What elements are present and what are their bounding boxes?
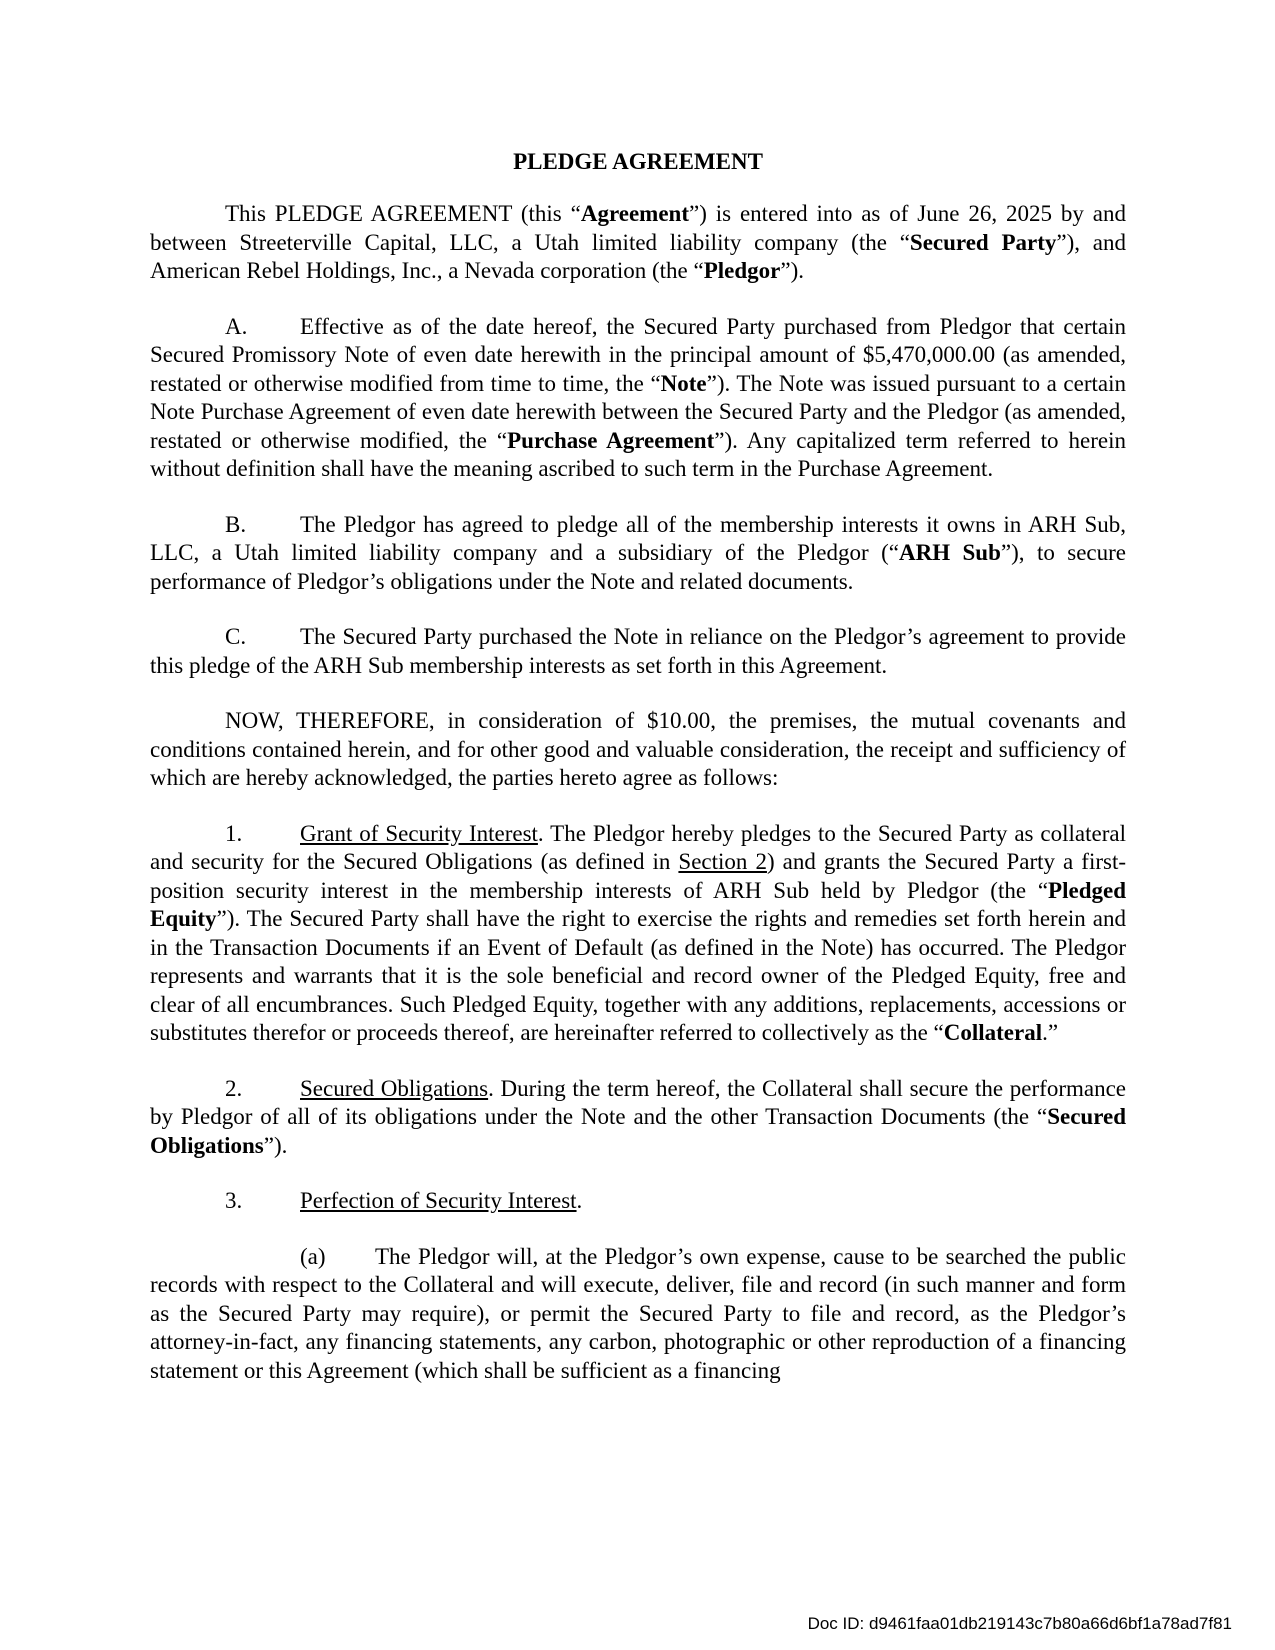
defined-term-pledged-equity: Pledged Equity (150, 877, 1126, 931)
section-2-text-1: . During the term hereof, the Collateral shall secure the performance by Pledgor of all of its obligations under the Note and the other Transaction Documents (the “ (150, 1075, 1126, 1129)
section-2 (150, 1075, 1126, 1161)
document-body (150, 148, 1126, 1412)
recital-c-text: The Secured Party purchased the Note in reliance on the Pledgor’s agreement to provide this pledge of the ARH Sub membership interests as set forth in this Agreement. (150, 624, 1126, 678)
section-1-text-4: .” (1042, 1020, 1059, 1045)
intro-text-2: ”) is entered into as of June 26, 2025 by and between Streeterville Capital, LLC, a Utah limited liability company (the “ (150, 201, 1126, 255)
recital-b (150, 511, 1126, 597)
section-3-number: 3. (225, 1188, 243, 1213)
now-therefore-paragraph: NOW, THEREFORE, in consideration of $10.00, the premises, the mutual covenants and conditions contained herein, and for other good and valuable consideration, the receipt and sufficiency of which are hereby acknowledged, the parties hereto agree as follows: (150, 708, 1126, 790)
section-1-text-3: ”). The Secured Party shall have the right to exercise the rights and remedies set forth herein and in the Transaction Documents if an Event of Default (as defined in the Note) has occurred. The Pledgor represents and warrants that it is the sole beneficial and record owner of the Pledged Equity, free and clear of all encumbrances. Such Pledged Equity, together with any additions, replacements, accessions or substitutes therefor or proceeds thereof, are hereinafter referred to collectively as the “ (150, 906, 1126, 1045)
defined-term-secured-party: Secured Party (909, 229, 1057, 255)
section-2-heading: Secured Obligations (300, 1075, 489, 1101)
defined-term-arh-sub: ARH Sub (898, 540, 1001, 565)
section-2-reference: Section 2 (678, 849, 767, 874)
intro-text-1: This PLEDGE AGREEMENT (this “ (225, 201, 581, 226)
defined-term-pledgor: Pledgor (703, 258, 781, 283)
section-1-number: 1. (225, 820, 243, 846)
recital-b-number: B. (225, 511, 247, 537)
recital-a-text-3: ”). Any capitalized term referred to herein without definition shall have the meaning ascribed to such term in the Purchase Agreement. (150, 427, 1126, 481)
section-3-text: . (576, 1188, 583, 1213)
section-2-text-2: ”). (263, 1132, 288, 1158)
recital-a (150, 313, 1126, 484)
intro-paragraph (150, 200, 1126, 286)
recital-c (150, 623, 1126, 680)
section-2-number: 2. (225, 1075, 243, 1101)
recital-a-number: A. (225, 313, 248, 339)
defined-term-collateral: Collateral (943, 1020, 1043, 1045)
document-title: PLEDGE AGREEMENT (513, 149, 763, 174)
section-1-text-2: ) and grants the Secured Party a first-position security interest in the membership interests of ARH Sub held by Pledgor (the “ (150, 849, 1127, 903)
doc-id-footer: Doc ID: d9461faa01db219143c7b80a66d6bf1a78ad7f81 (807, 1614, 1232, 1633)
section-3a (150, 1243, 1126, 1386)
section-3a-number: (a) (300, 1243, 326, 1269)
defined-term-purchase-agreement: Purchase Agreement (507, 427, 715, 453)
defined-term-secured-obligations: Secured Obligations (150, 1104, 1126, 1158)
section-1-text-1: . The Pledgor hereby pledges to the Secured Party as collateral and security for the Secured Obligations (as defined in (150, 820, 1126, 874)
recital-c-number: C. (225, 624, 247, 649)
intro-text-4: ”). (780, 258, 804, 283)
intro-text-3: ”), and American Rebel Holdings, Inc., a Nevada corporation (the “ (150, 229, 1126, 283)
section-3a-text: The Pledgor will, at the Pledgor’s own expense, cause to be searched the public records with respect to the Collateral and will execute, deliver, file and record (in such manner and form as the Secured Party may require), or permit the Secured Party to file and record, as the Pledgor’s attorney-in-fact, any financing statements, any carbon, photographic or other reproduction of a financing statement or this Agreement (which shall be sufficient as a financing (150, 1243, 1126, 1383)
section-3 (150, 1187, 1126, 1216)
defined-term-agreement: Agreement (580, 201, 689, 226)
recital-b-text-1: The Pledgor has agreed to pledge all of the membership interests it owns in ARH Sub, LLC, a Utah limited liability company and a subsidiary of the Pledgor (“ (150, 511, 1126, 565)
section-1-heading: Grant of Security Interest (300, 820, 538, 846)
section-1 (150, 820, 1126, 1048)
section-3-heading: Perfection of Security Interest (300, 1188, 577, 1213)
defined-term-note: Note (660, 370, 707, 396)
recital-b-text-2: ”), to secure performance of Pledgor’s obligations under the Note and related documents. (150, 540, 1127, 594)
recital-a-text-2: ”). The Note was issued pursuant to a certain Note Purchase Agreement of even date herewith between the Secured Party and the Pledgor (as amended, restated or otherwise modified, the “ (150, 370, 1126, 453)
recital-a-text-1: Effective as of the date hereof, the Secured Party purchased from Pledgor that certain Secured Promissory Note of even date herewith in the principal amount of $5,470,000.00 (as amended, restated or otherwise modified from time to time, the “ (150, 313, 1126, 396)
